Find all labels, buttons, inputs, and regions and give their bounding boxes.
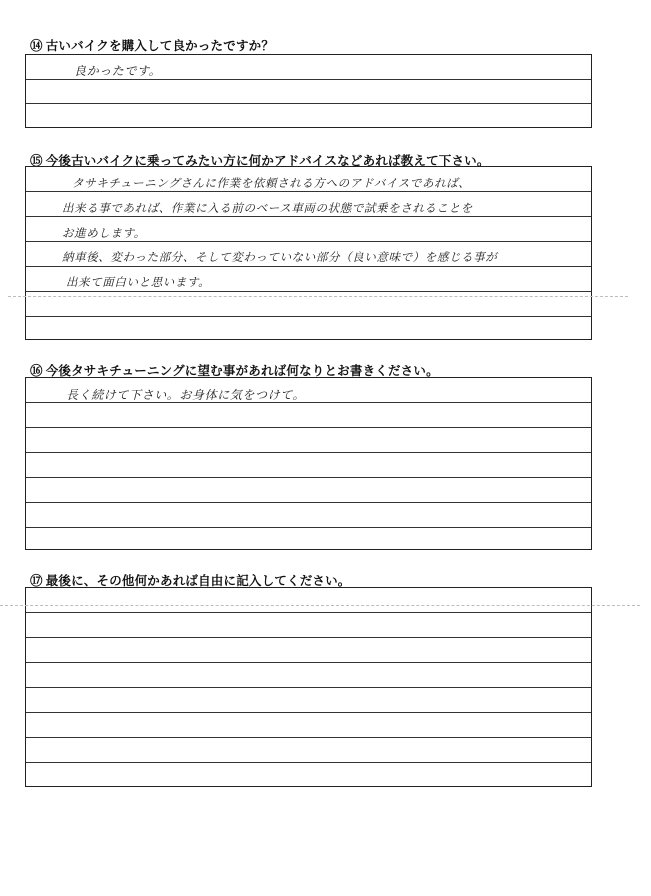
- question-number: ⑭: [30, 38, 43, 53]
- ruled-line: [26, 316, 591, 317]
- handwritten-answer-line: お進めします。: [62, 226, 146, 240]
- handwritten-answer-line: 長く続けて下さい。お身体に気をつけて。: [66, 388, 306, 402]
- question-number: ⑯: [30, 363, 43, 378]
- question-14: [30, 36, 274, 54]
- ruled-line: [26, 712, 591, 713]
- ruled-line: [26, 762, 591, 763]
- handwritten-answer-line: 出来る事であれば、作業に入る前のベース車両の状態で試乗をされることを: [62, 201, 473, 215]
- handwritten-answer-line: タサキチューニングさんに作業を依頼される方へのアドバイスであれば、: [72, 176, 471, 190]
- ruled-line: [26, 79, 591, 80]
- ruled-line: [26, 216, 591, 217]
- ruled-line: [26, 527, 591, 528]
- question-number: ⑮: [30, 153, 43, 168]
- answer-box-17[interactable]: [25, 587, 592, 787]
- ruled-line: [26, 737, 591, 738]
- handwritten-answer-line: 納車後、変わった部分、そして変わっていない部分（良い意味で）を感じる事が: [62, 250, 498, 264]
- ruled-line: [26, 103, 591, 104]
- question-text: 最後に、その他何かあれば自由に記入してください。: [45, 573, 351, 588]
- question-text: 古いバイクを購入して良かったですか？: [45, 38, 275, 53]
- ruled-line: [26, 637, 591, 638]
- ruled-line: [26, 452, 591, 453]
- ruled-line: [26, 687, 591, 688]
- ruled-line: [26, 241, 591, 242]
- question-text: 今後古いバイクに乗ってみたい方に何かアドバイスなどあれば教えて下さい。: [45, 153, 490, 168]
- ruled-line: [26, 266, 591, 267]
- answer-box-16[interactable]: [25, 377, 592, 550]
- answer-box-14[interactable]: [25, 54, 592, 128]
- ruled-line: [26, 612, 591, 613]
- scan-artifact: [8, 296, 628, 297]
- ruled-line: [26, 191, 591, 192]
- question-number: ⑰: [30, 573, 43, 588]
- handwritten-answer-line: 良かったです。: [74, 64, 162, 78]
- ruled-line: [26, 291, 591, 292]
- ruled-line: [26, 662, 591, 663]
- ruled-line: [26, 477, 591, 478]
- handwritten-answer-line: 出来て面白いと思います。: [66, 275, 211, 289]
- scan-artifact: [0, 605, 640, 606]
- answer-box-15[interactable]: [25, 166, 592, 340]
- ruled-line: [26, 502, 591, 503]
- question-text: 今後タサキチューニングに望む事があれば何なりとお書きください。: [45, 363, 439, 378]
- ruled-line: [26, 427, 591, 428]
